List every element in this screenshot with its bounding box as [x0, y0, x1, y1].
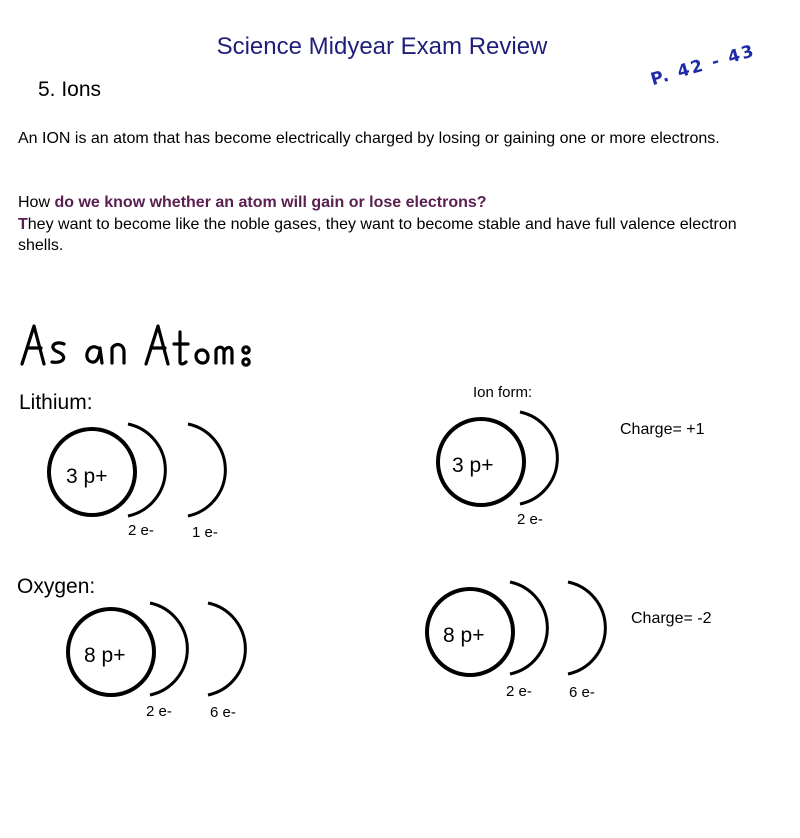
- lithium-label: Lithium:: [19, 391, 93, 414]
- ion-form-label: Ion form:: [473, 384, 533, 401]
- page-reference: P. 42 - 43: [648, 41, 758, 90]
- lithium-ion-nucleus-label: 3 p+: [452, 454, 494, 477]
- section-heading: 5. Ions: [38, 78, 102, 101]
- oxygen-label: Oxygen:: [17, 575, 96, 598]
- question-text: do we know whether an atom will gain or lose electrons?: [50, 194, 487, 211]
- lithium-shell-1-label: 2 e-: [128, 522, 154, 539]
- lithium-ion-shell-1-label: 2 e-: [517, 511, 543, 528]
- oxygen-shell-2: [208, 603, 245, 695]
- lithium-nucleus-label: 3 p+: [66, 465, 108, 488]
- oxygen-charge: Charge= -2: [631, 610, 712, 627]
- oxygen-ion-shell-2-label: 6 e-: [569, 684, 595, 701]
- oxygen-ion-nucleus-label: 8 p+: [443, 624, 485, 647]
- lithium-shell-2: [188, 424, 225, 516]
- oxygen-shell-1-label: 2 e-: [146, 703, 172, 720]
- lithium-charge: Charge= +1: [620, 421, 705, 438]
- page-title: Science Midyear Exam Review: [216, 33, 548, 60]
- oxygen-shell-2-label: 6 e-: [210, 704, 236, 721]
- oxygen-ion-shell-2: [568, 582, 605, 674]
- oxygen-nucleus-label: 8 p+: [84, 644, 126, 667]
- lithium-shell-2-label: 1 e-: [192, 524, 218, 541]
- ion-definition: An ION is an atom that has become electrically charged by losing or gaining one or more electrons.: [18, 130, 720, 147]
- answer-first-letter: T: [18, 215, 28, 233]
- answer-text: hey want to become like the noble gases, they want to become stable and have full valence electron shells.: [18, 215, 737, 254]
- question-prefix: How: [18, 194, 51, 211]
- oxygen-ion-shell-1-label: 2 e-: [506, 683, 532, 700]
- oxygen-ion-shell-1: [510, 582, 547, 674]
